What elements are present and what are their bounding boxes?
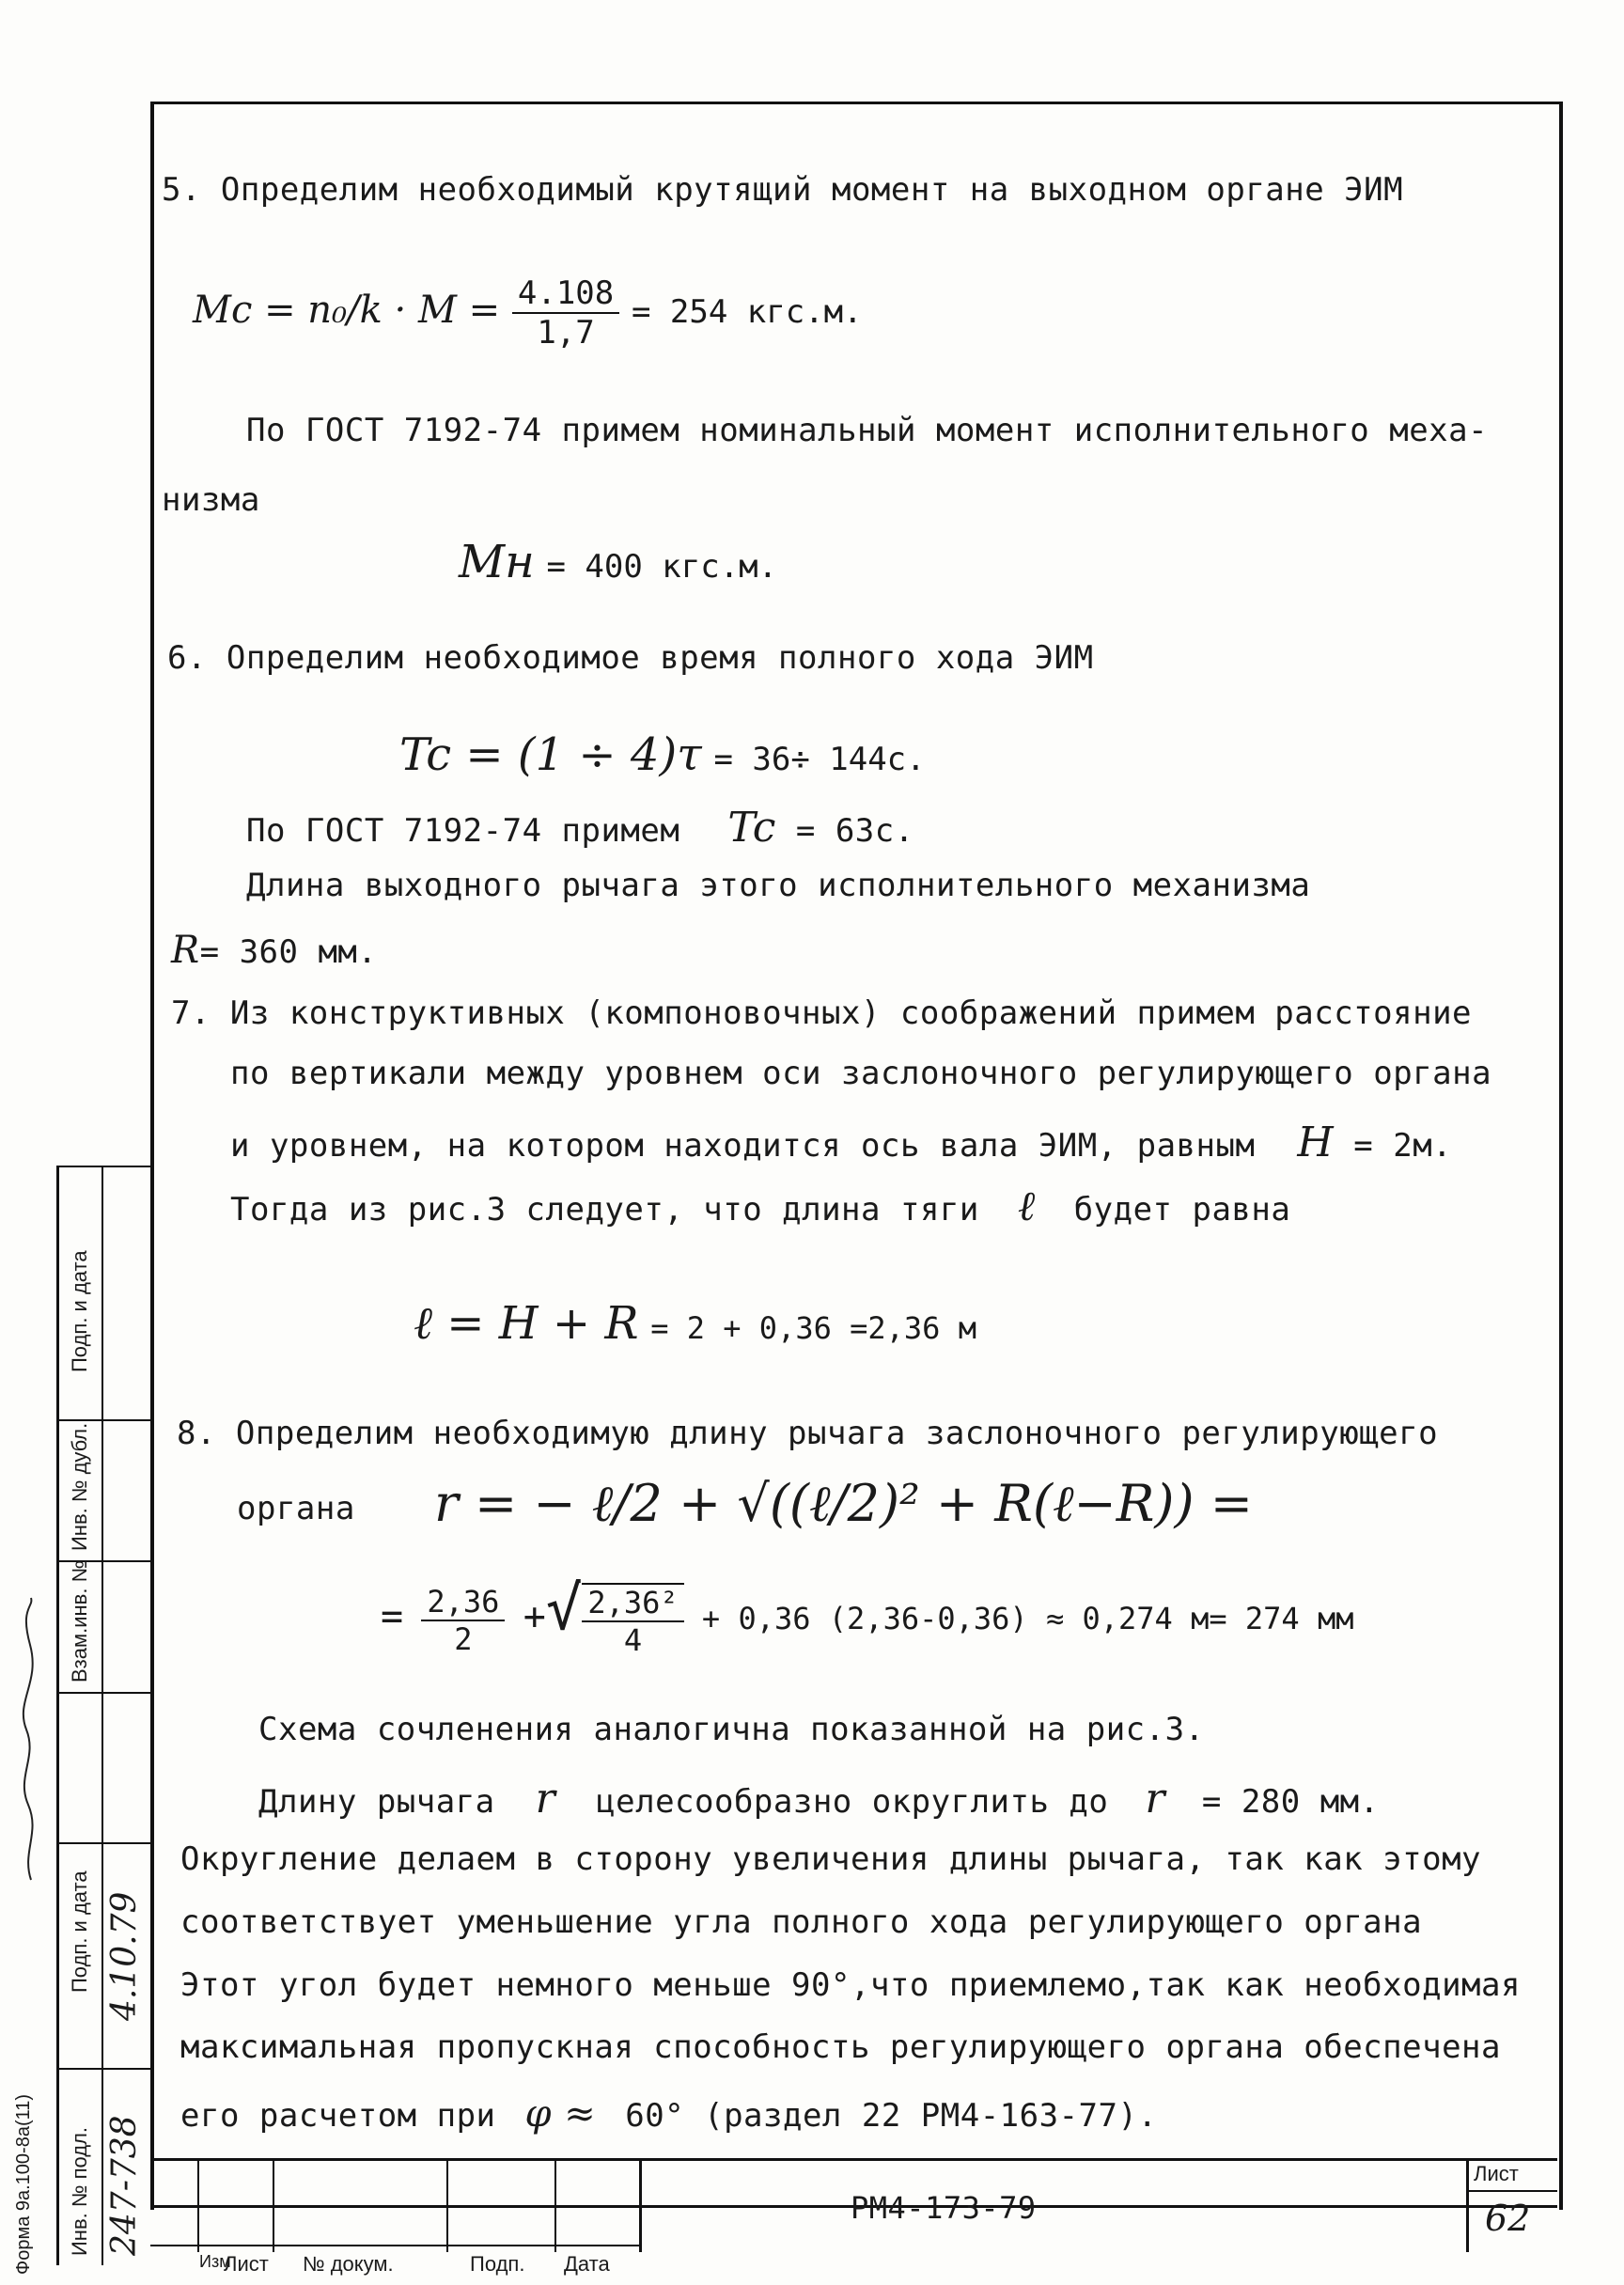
col-list: Лист [224,2252,269,2276]
doc-code: РМ4-173-79 [851,2190,1037,2226]
stamp-vzam-inv: Взам.инв. № [68,1559,91,1682]
lever-length-value: R= 360 мм. [171,929,378,972]
stamp-date-value: 4.10.79 [105,1891,144,2021]
section-5-heading: 5. Определим необходимый крутящий момент на выходном органе ЭИМ [162,171,1404,209]
formula-mc: Mc = n₀/k · M = $\frac{4.108}{1,7}$ = 254 кгс.м. [193,274,863,352]
formula-l: ℓ = H + R = 2 + 0,36 =2,36 м [414,1297,976,1350]
form-number: Форма 9а.100-8а(11) [13,2093,34,2275]
section-8-organa: органа [237,1490,355,1527]
section-7-line-4: Тогда из рис.3 следует, что длина тяги ℓ будет равна [230,1182,1291,1230]
section-6-heading: 6. Определим необходимое время полного хода ЭИМ [167,639,1094,677]
para-line-5: его расчетом при φ ≈ 60° (раздел 22 РМ4-163-77). [180,2092,1158,2136]
lever-length-line: Длина выходного рычага этого исполнительного механизма [246,867,1311,904]
para-line-4: максимальная пропускная способность регулирующего органа обеспечена [180,2028,1501,2066]
rounding-line: Длину рычага r целесообразно округлить до r = 280 мм. [258,1775,1380,1823]
col-doc: № докум. [303,2252,394,2276]
section-7-line-3: и уровнем, на котором находится ось вала ЭИМ, равным H = 2м. [230,1119,1453,1166]
stamp-inv-dubl: Инв. № дубл. [68,1422,91,1551]
col-podp: Подп. [470,2252,525,2276]
para-line-1: Округление делаем в сторону увеличения длины рычага, так как этому [180,1840,1482,1878]
signature-image [17,1589,45,1889]
scheme-line: Схема сочленения аналогична показанной на рис.3. [258,1711,1205,1748]
section-8-heading: 8. Определим необходимую длину рычага заслоночного регулирующего [177,1415,1439,1452]
sheet-number: 62 [1485,2198,1531,2239]
stamp-podp-data-2: Подп. и дата [68,1870,91,1993]
formula-mn: Mн = 400 кгс.м. [459,536,778,588]
gost-line-2: По ГОСТ 7192-74 примем Tc = 63с. [246,804,914,852]
para-line-2: соответствует уменьшение угла полного хода регулирующего органа [180,1903,1423,1941]
formula-tc: Tc = (1 ÷ 4)τ = 36÷ 144с. [399,728,926,781]
formula-r-general: r = − ℓ/2 + √((ℓ/2)² + R(ℓ−R)) = [434,1474,1253,1533]
stamp-inv-podl: Инв. № подл. [68,2126,91,2256]
col-izm: Изм [199,2252,231,2271]
sheet-label: Лист [1474,2162,1519,2185]
section-7-line-2: по вертикали между уровнем оси заслоночного регулирующего органа [230,1055,1492,1092]
gost-line-1: По ГОСТ 7192-74 примем номинальный момент исполнительного меха- [246,412,1489,449]
section-7-line-1: 7. Из конструктивных (компоновочных) соображений примем расстояние [171,994,1473,1032]
formula-r-numeric: = $\frac{2,36}{2}$ +√ $\frac{\text{2,36²}}{4}$ + 0,36 (2,36-0,36) ≈ 0,274 м= 274 мм [381,1574,1354,1658]
gost-line-1-cont: низма [162,481,260,519]
para-line-3: Этот угол будет немного меньше 90°,что приемлемо,так как необходимая [180,1966,1521,2004]
stamp-inv-podl-value: 247-738 [105,2115,144,2256]
stamp-podp-data-1: Подп. и дата [68,1250,91,1372]
col-data: Дата [564,2252,610,2276]
